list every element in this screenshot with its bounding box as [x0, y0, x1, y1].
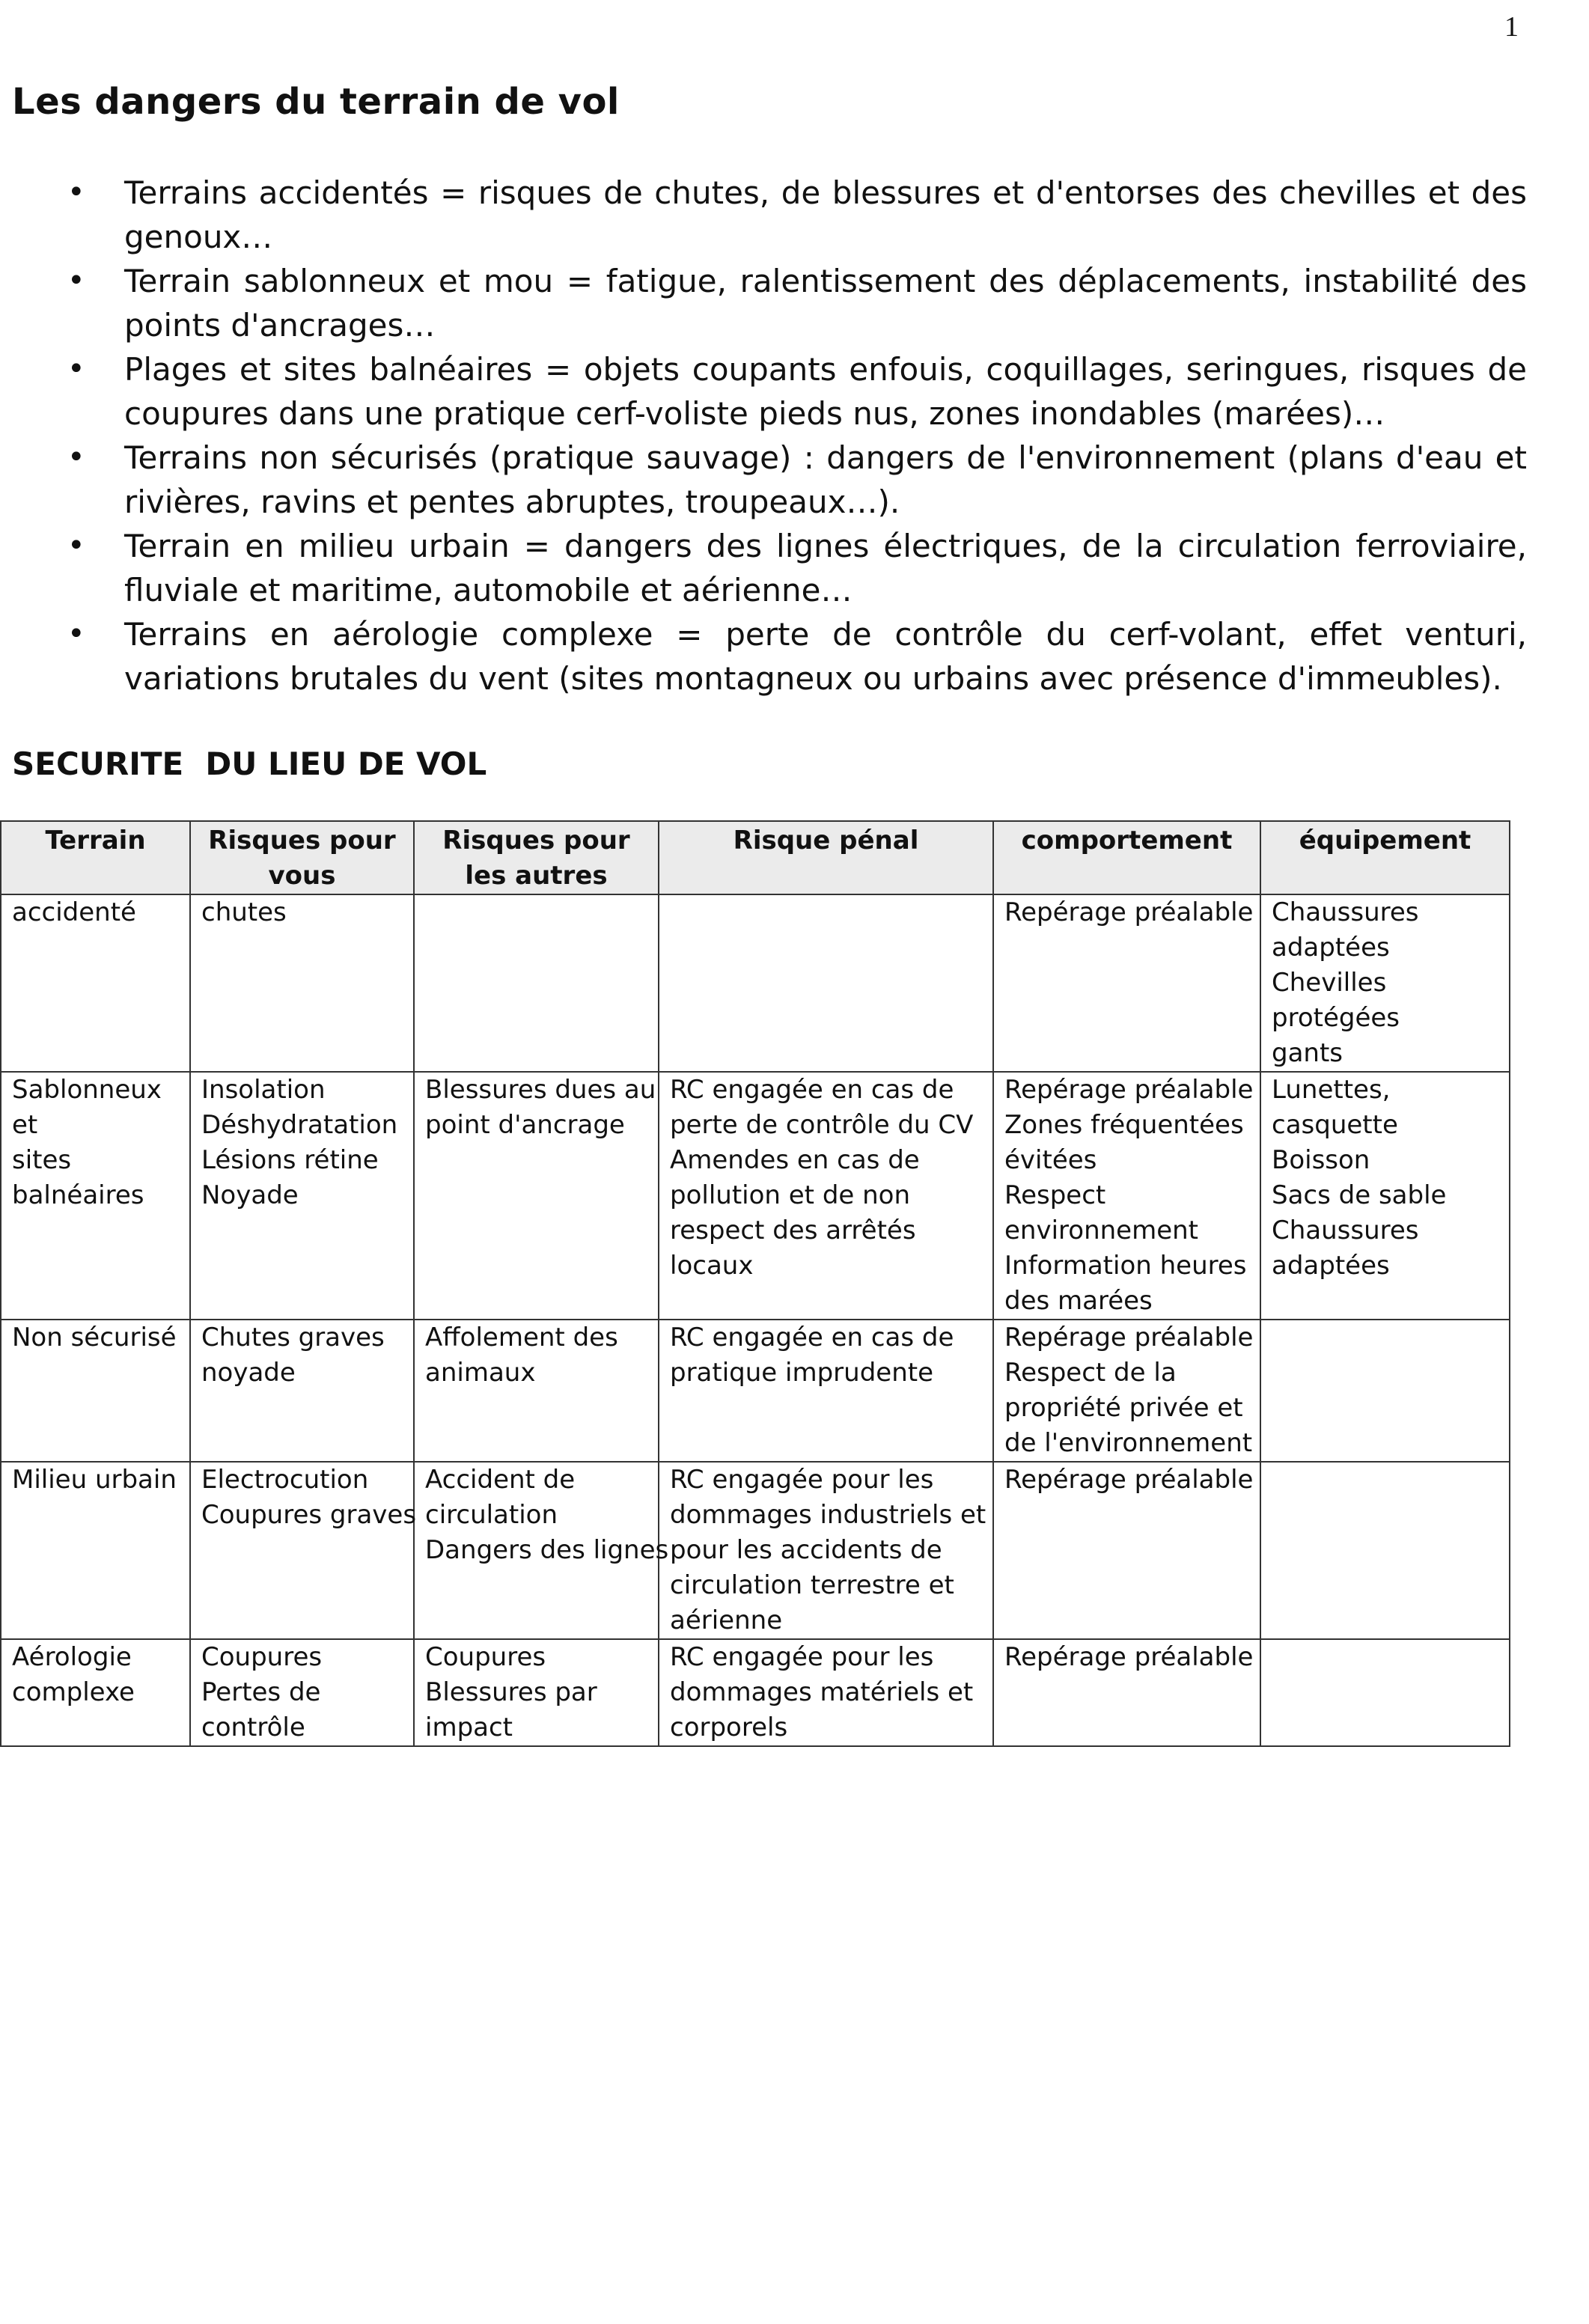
cell-text-line: Repérage préalable [1004, 1642, 1254, 1672]
cell-text-line: corporels [670, 1712, 788, 1742]
cell-text-line: Coupures graves [201, 1500, 417, 1530]
list-item [45, 347, 1527, 436]
cell-text-line: dommages matériels et [670, 1677, 974, 1707]
table-cell-penal-risk [659, 1462, 993, 1639]
table-cell-risks-others [414, 1462, 669, 1639]
page-number: 1 [1504, 11, 1519, 43]
cell-text-line: Respect [1004, 1180, 1106, 1210]
bullet-icon: • [67, 440, 85, 475]
cell-text-line: Electrocution [201, 1465, 369, 1495]
list-item [45, 259, 1527, 347]
cell-text-line: Sablonneux [12, 1075, 162, 1105]
cell-text-line: Insolation [201, 1075, 326, 1105]
table-row [1, 1462, 1510, 1639]
cell-text-line: Sacs de sable [1272, 1180, 1447, 1210]
cell-text-line: Déshydratation [201, 1110, 398, 1140]
security-table [0, 820, 1510, 1747]
cell-text-line: de l'environnement [1004, 1428, 1253, 1458]
cell-text-line: Zones fréquentées [1004, 1110, 1244, 1140]
cell-text-line: Chaussures [1272, 1216, 1419, 1245]
cell-text-line: Coupures [425, 1642, 546, 1672]
section-heading: SECURITE DU LIEU DE VOL [12, 745, 487, 782]
cell-text-line: Repérage préalable [1004, 1323, 1254, 1352]
table-cell-behavior [993, 1462, 1260, 1639]
table-cell-risks-others [414, 1320, 659, 1462]
cell-text-line: point d'ancrage [425, 1110, 625, 1140]
cell-text-line: Repérage préalable [1004, 1075, 1254, 1105]
bullet-icon: • [67, 617, 85, 651]
table-cell-equipment [1260, 1639, 1510, 1746]
table-cell-risks-others [414, 1639, 659, 1746]
cell-text-line: RC engagée en cas de [670, 1075, 954, 1105]
cell-text-line: balnéaires [12, 1180, 144, 1210]
list-item-text: Terrains en aérologie complexe = perte de contrôle du cerf-volant, effet venturi, variations brutales du vent (sites montagneux ou urbains avec présence d'immeubles). [124, 616, 1527, 697]
table-cell-risks-self [190, 1320, 414, 1462]
cell-text-line: Coupures [201, 1642, 323, 1672]
table-cell-behavior [993, 1072, 1260, 1320]
table-cell-behavior [993, 894, 1260, 1072]
table-cell-equipment [1260, 894, 1510, 1072]
cell-text-line: Repérage préalable [1004, 897, 1254, 927]
table-cell-risks-self [190, 1462, 417, 1639]
table-row [1, 894, 1510, 1072]
cell-text-line: impact [425, 1712, 513, 1742]
column-header-penal-risk: Risque pénal [659, 821, 993, 894]
cell-text-line: complexe [12, 1677, 135, 1707]
cell-text-line: circulation [425, 1500, 558, 1530]
cell-text-line: adaptées [1272, 1251, 1390, 1281]
table-cell-risks-others [414, 894, 659, 1072]
table-cell-behavior [993, 1320, 1260, 1462]
column-header-terrain: Terrain [1, 821, 190, 894]
cell-text-line: noyade [201, 1358, 296, 1388]
column-header-risks-others: Risques pour les autres [414, 821, 659, 894]
column-header-behavior: comportement [993, 821, 1260, 894]
table-cell-risks-self [190, 894, 414, 1072]
cell-text-line: Accident de [425, 1465, 576, 1495]
cell-text-line: Amendes en cas de [670, 1145, 920, 1175]
danger-list [45, 171, 1527, 701]
table-cell-equipment [1260, 1072, 1510, 1320]
table-cell-risks-self [190, 1072, 414, 1320]
cell-text-line: casquette [1272, 1110, 1398, 1140]
cell-text-line: Chevilles [1272, 968, 1387, 998]
cell-text-line: pour les accidents de [670, 1535, 942, 1565]
list-item-text: Plages et sites balnéaires = objets coupants enfouis, coquillages, seringues, risques de coupures dans une pratique cerf-voliste pieds nus, zones inondables (marées)… [124, 351, 1527, 432]
table-body [1, 894, 1510, 1746]
table-cell-risks-others [414, 1072, 659, 1320]
table-cell-penal-risk [659, 1639, 993, 1746]
list-item-text: Terrains non sécurisés (pratique sauvage) : dangers de l'environnement (plans d'eau et rivières, ravins et pentes abruptes, troupeaux…). [124, 439, 1527, 520]
cell-text-line: Noyade [201, 1180, 299, 1210]
cell-text-line: des marées [1004, 1286, 1153, 1316]
cell-text-line: RC engagée pour les [670, 1642, 934, 1672]
cell-text-line: Boisson [1272, 1145, 1370, 1175]
cell-text-line: aérienne [670, 1605, 783, 1635]
cell-text-line: évitées [1004, 1145, 1097, 1175]
cell-text-line: respect des arrêtés [670, 1216, 916, 1245]
table-cell-penal-risk [659, 1320, 993, 1462]
table-cell-equipment [1260, 1320, 1510, 1462]
cell-text-line: sites [12, 1145, 72, 1175]
table-cell-terrain [1, 1072, 190, 1320]
cell-text-line: animaux [425, 1358, 536, 1388]
bullet-icon: • [67, 352, 85, 386]
cell-text-line: gants [1272, 1038, 1344, 1068]
cell-text-line: Respect de la [1004, 1358, 1177, 1388]
cell-text-line: circulation terrestre et [670, 1570, 954, 1600]
cell-text-line: environnement [1004, 1216, 1199, 1245]
document-title: Les dangers du terrain de vol [12, 81, 620, 123]
cell-text-line: Affolement des [425, 1323, 618, 1352]
cell-text-line: propriété privée et [1004, 1393, 1243, 1423]
cell-text-line: Aérologie [12, 1642, 132, 1672]
bullet-icon: • [67, 528, 85, 563]
cell-text-line: Dangers des lignes [425, 1535, 669, 1565]
cell-text-line: Information heures [1004, 1251, 1247, 1281]
cell-text-line: adaptées [1272, 933, 1390, 963]
bullet-icon: • [67, 175, 85, 210]
cell-text-line: Chutes graves [201, 1323, 385, 1352]
cell-text-line: protégées [1272, 1003, 1400, 1033]
cell-text-line: Blessures par [425, 1677, 597, 1707]
list-item [45, 524, 1527, 612]
cell-text-line: RC engagée pour les [670, 1465, 934, 1495]
cell-text-line: perte de contrôle du CV [670, 1110, 974, 1140]
table-cell-equipment [1260, 1462, 1510, 1639]
table-cell-penal-risk [659, 1072, 993, 1320]
cell-text-line: Lésions rétine [201, 1145, 379, 1175]
list-item-text: Terrains accidentés = risques de chutes, de blessures et d'entorses des chevilles et des genoux… [124, 174, 1527, 255]
cell-text-line: dommages industriels et [670, 1500, 986, 1530]
table-cell-penal-risk [659, 894, 993, 1072]
cell-text-line: accidenté [12, 897, 136, 927]
table-header-row [1, 821, 1510, 894]
cell-text-line: Chaussures [1272, 897, 1419, 927]
table-cell-behavior [993, 1639, 1260, 1746]
cell-text-line: Blessures dues au [425, 1075, 656, 1105]
table-row [1, 1072, 1510, 1320]
table-cell-terrain [1, 1320, 190, 1462]
cell-text-line: chutes [201, 897, 287, 927]
cell-text-line: et [12, 1110, 38, 1140]
table-cell-terrain [1, 894, 190, 1072]
list-item [45, 436, 1527, 524]
bullet-icon: • [67, 263, 85, 298]
table-cell-terrain [1, 1462, 190, 1639]
list-item [45, 171, 1527, 259]
table-row [1, 1639, 1510, 1746]
column-header-risks-self: Risques pour vous [190, 821, 414, 894]
cell-text-line: contrôle [201, 1712, 305, 1742]
table-cell-risks-self [190, 1639, 414, 1746]
cell-text-line: Non sécurisé [12, 1323, 177, 1352]
list-item-text: Terrain sablonneux et mou = fatigue, ralentissement des déplacements, instabilité des points d'ancrages… [124, 263, 1527, 344]
table-row [1, 1320, 1510, 1462]
table-cell-terrain [1, 1639, 190, 1746]
list-item [45, 612, 1527, 701]
cell-text-line: Milieu urbain [12, 1465, 177, 1495]
cell-text-line: RC engagée en cas de [670, 1323, 954, 1352]
cell-text-line: Lunettes, [1272, 1075, 1391, 1105]
cell-text-line: pratique imprudente [670, 1358, 934, 1388]
cell-text-line: Repérage préalable [1004, 1465, 1254, 1495]
list-item-text: Terrain en milieu urbain = dangers des lignes électriques, de la circulation ferroviaire, fluviale et maritime, automobile et aérienne… [124, 528, 1527, 609]
cell-text-line: pollution et de non [670, 1180, 911, 1210]
cell-text-line: locaux [670, 1251, 754, 1281]
column-header-equipment: équipement [1260, 821, 1510, 894]
cell-text-line: Pertes de [201, 1677, 321, 1707]
